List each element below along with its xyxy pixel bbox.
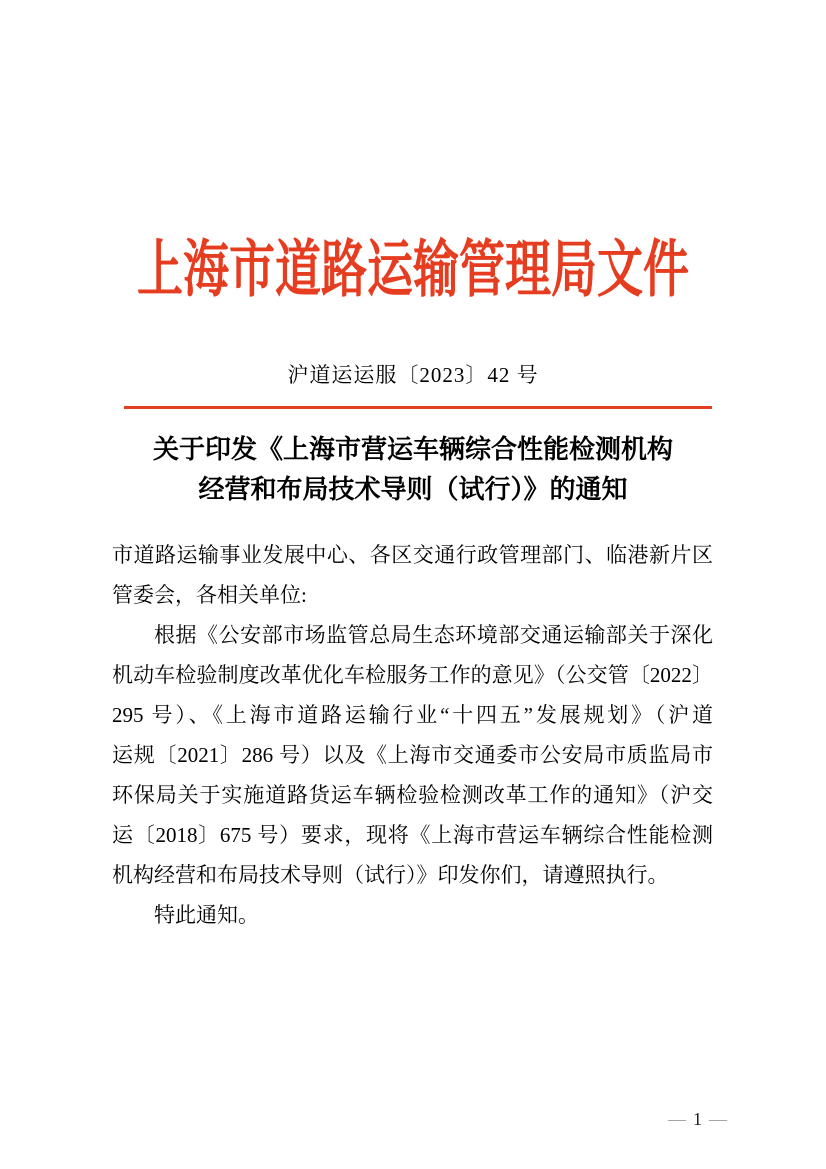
notice-title-line-1: 关于印发《上海市营运车辆综合性能检测机构 bbox=[152, 435, 673, 464]
body-line-paragraph: 运规〔2021〕286 号）以及《上海市交通委市公安局市质监局市 bbox=[112, 743, 713, 767]
notice-title-line-2: 经营和布局技术导则（试行）》的通知 bbox=[198, 475, 628, 504]
page-number-dash-right: — bbox=[709, 1109, 727, 1129]
page-number-dash-left: — bbox=[668, 1109, 686, 1129]
document-number: 沪道运运服〔2023〕42 号 bbox=[287, 363, 539, 387]
letterhead-divider-line bbox=[124, 406, 712, 409]
body-line-paragraph: 机动车检验制度改革优化车检服务工作的意见》（公交管〔2022〕 bbox=[112, 663, 713, 687]
body-line-paragraph: 机构经营和布局技术导则（试行）》印发你们，请遵照执行。 bbox=[112, 863, 669, 887]
notice-title bbox=[0, 430, 826, 510]
body-line-paragraph: 环保局关于实施道路货运车辆检验检测改革工作的通知》（沪交 bbox=[112, 783, 713, 807]
body-line-closing: 特此通知。 bbox=[154, 903, 259, 927]
body-line-paragraph: 295 号）、《上海市道路运输行业“十四五”发展规划》（沪道 bbox=[112, 703, 713, 727]
page-number: 1 bbox=[693, 1109, 702, 1129]
body-line-paragraph: 根据《公安部市场监管总局生态环境部交通运输部关于深化 bbox=[154, 623, 713, 647]
page-footer bbox=[661, 1106, 734, 1132]
body-line-paragraph: 运〔2018〕675 号）要求，现将《上海市营运车辆综合性能检测 bbox=[112, 823, 713, 847]
letterhead-title: 上海市道路运输管理局文件 bbox=[137, 235, 689, 305]
body-line-recipients-2: 管委会，各相关单位: bbox=[112, 583, 307, 607]
body-line-recipients-1: 市道路运输事业发展中心、各区交通行政管理部门、临港新片区 bbox=[112, 543, 713, 567]
notice-body bbox=[112, 535, 713, 935]
